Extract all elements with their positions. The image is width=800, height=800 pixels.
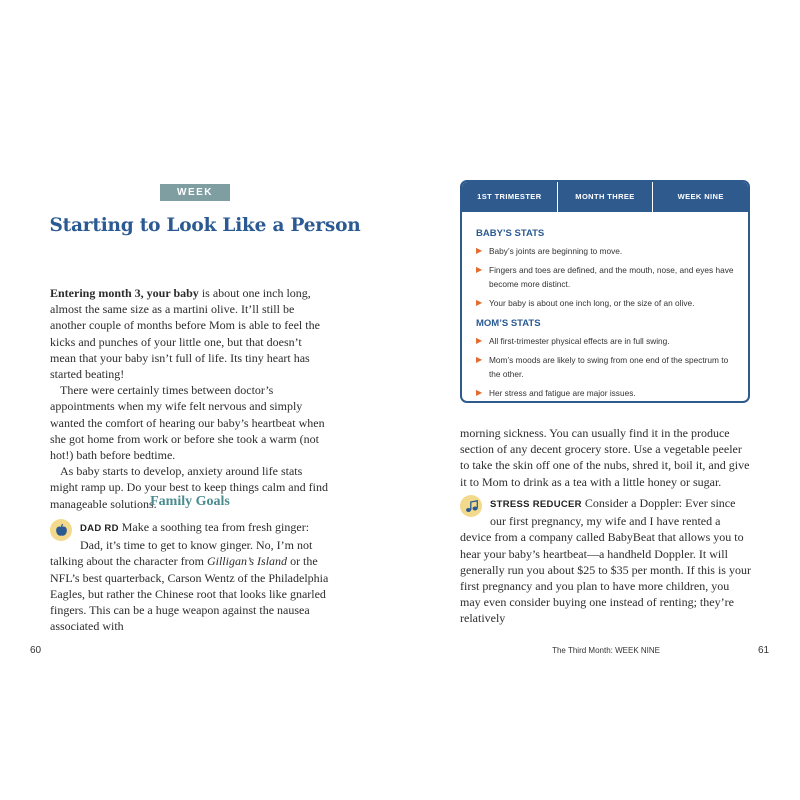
dad-rd-icon-wrap <box>50 519 80 553</box>
list-item <box>476 244 734 258</box>
stats-content <box>462 212 748 400</box>
running-head-prefix: The Third Month: <box>552 646 616 655</box>
family-goals-heading: Family Goals <box>150 494 230 509</box>
page-number-left: 60 <box>30 645 42 656</box>
moms-stats-heading: MOM’S STATS <box>476 318 541 329</box>
right-continuation <box>460 425 752 490</box>
continuation-paragraph: morning sickness. You can usually find it in the produce section of any decent grocery store. Use a vegetable peeler to take the skin off one of the nubs, shred it, boil it, and give it to Mom to drink as a tea with a little honey or sugar. <box>460 426 750 489</box>
dad-rd-tip <box>50 519 330 634</box>
gilligans-island-title: Gilligan’s Island <box>206 554 288 569</box>
tab-trimester: 1ST TRIMESTER <box>462 182 558 212</box>
page-number-right: 61 <box>758 645 770 656</box>
stats-box <box>460 180 750 403</box>
dad-rd-text <box>50 519 330 634</box>
music-note-icon <box>460 495 482 517</box>
babys-stats-list <box>476 244 734 310</box>
stress-reducer-text <box>460 495 752 627</box>
babys-stats-heading: BABY’S STATS <box>476 228 545 239</box>
paragraph-3: As baby starts to develop, anxiety around life stats might ramp up. Do your best to keep things calm and find manageable solutions. <box>50 464 328 511</box>
list-item <box>476 353 734 381</box>
intro-section <box>50 285 330 512</box>
moms-stat-text: Her stress and fatigue are major issues. <box>489 388 636 398</box>
moms-stat-text: Mom’s moods are likely to swing from one end of the spectrum to the other. <box>489 355 729 379</box>
stats-tabs <box>462 182 748 212</box>
triangle-bullet-icon: ▶ <box>476 336 483 345</box>
babys-stat-text: Fingers and toes are defined, and the mouth, nose, and eyes have become more distinct. <box>489 265 734 289</box>
intro-lead: Entering month 3, your baby <box>50 286 199 300</box>
running-head <box>520 646 660 655</box>
moms-stats-list <box>476 334 734 400</box>
dad-rd-label: DAD RD <box>80 523 119 534</box>
moms-stat-text: All first-trimester physical effects are in full swing. <box>489 336 670 346</box>
week-tag: WEEK NINE <box>160 184 230 201</box>
stress-reducer-label: STRESS REDUCER <box>490 499 582 510</box>
list-item <box>476 263 734 291</box>
triangle-bullet-icon: ▶ <box>476 388 483 397</box>
apple-icon <box>50 519 72 541</box>
babys-stat-text: Baby’s joints are beginning to move. <box>489 246 623 256</box>
list-item <box>476 334 734 348</box>
triangle-bullet-icon: ▶ <box>476 265 483 274</box>
page-title: Starting to Look Like a Person <box>49 215 361 236</box>
stress-reducer-body: Consider a Doppler: Ever since our first pregnancy, my wife and I have rented a device from a company called BabyBeat that allows you to hear your baby’s heartbeat—a handheld Doppler. It will generally run you about $25 to $35 per month. If this is your first pregnancy and you plan to have more children, you may even consider buying one instead of renting; they’re relatively <box>460 496 751 626</box>
stress-reducer-icon-wrap <box>460 495 490 529</box>
list-item <box>476 386 734 400</box>
dad-rd-text-before: Make a soothing tea from fresh ginger: Dad, it’s time to get to know ginger. No, I’m not talking about the character from <box>50 520 313 569</box>
intro-rest: is about one inch long, almost the same size as a martini olive. It’ll still be another couple of months before Mom is able to feel the kicks and punches of your little one, but that doesn’t mean that your baby isn’t full of life. Its tiny heart has started beating! <box>50 286 320 382</box>
triangle-bullet-icon: ▶ <box>476 355 483 364</box>
tab-month: MONTH THREE <box>558 182 654 212</box>
paragraph-2: There were certainly times between doctor’s appointments when my wife felt nervous and simply wanted the comfort of hearing our baby’s heartbeat when she got home from work or before she took a warm (not hot!) bath before bedtime. <box>50 383 325 463</box>
babys-stat-text: Your baby is about one inch long, or the size of an olive. <box>489 298 695 308</box>
triangle-bullet-icon: ▶ <box>476 246 483 255</box>
stress-reducer-tip <box>460 495 752 627</box>
list-item <box>476 296 734 310</box>
running-head-week: WEEK NINE <box>615 646 660 655</box>
dad-rd-text-after: or the NFL’s best quarterback, Carson Wentz of the Philadelphia Eagles, but rather the Chinese root that looks like gnarled fingers. This can be a huge weapon against the nausea associated with <box>50 554 329 634</box>
triangle-bullet-icon: ▶ <box>476 298 483 307</box>
tab-week: WEEK NINE <box>677 192 724 201</box>
intro-paragraph <box>50 285 330 382</box>
